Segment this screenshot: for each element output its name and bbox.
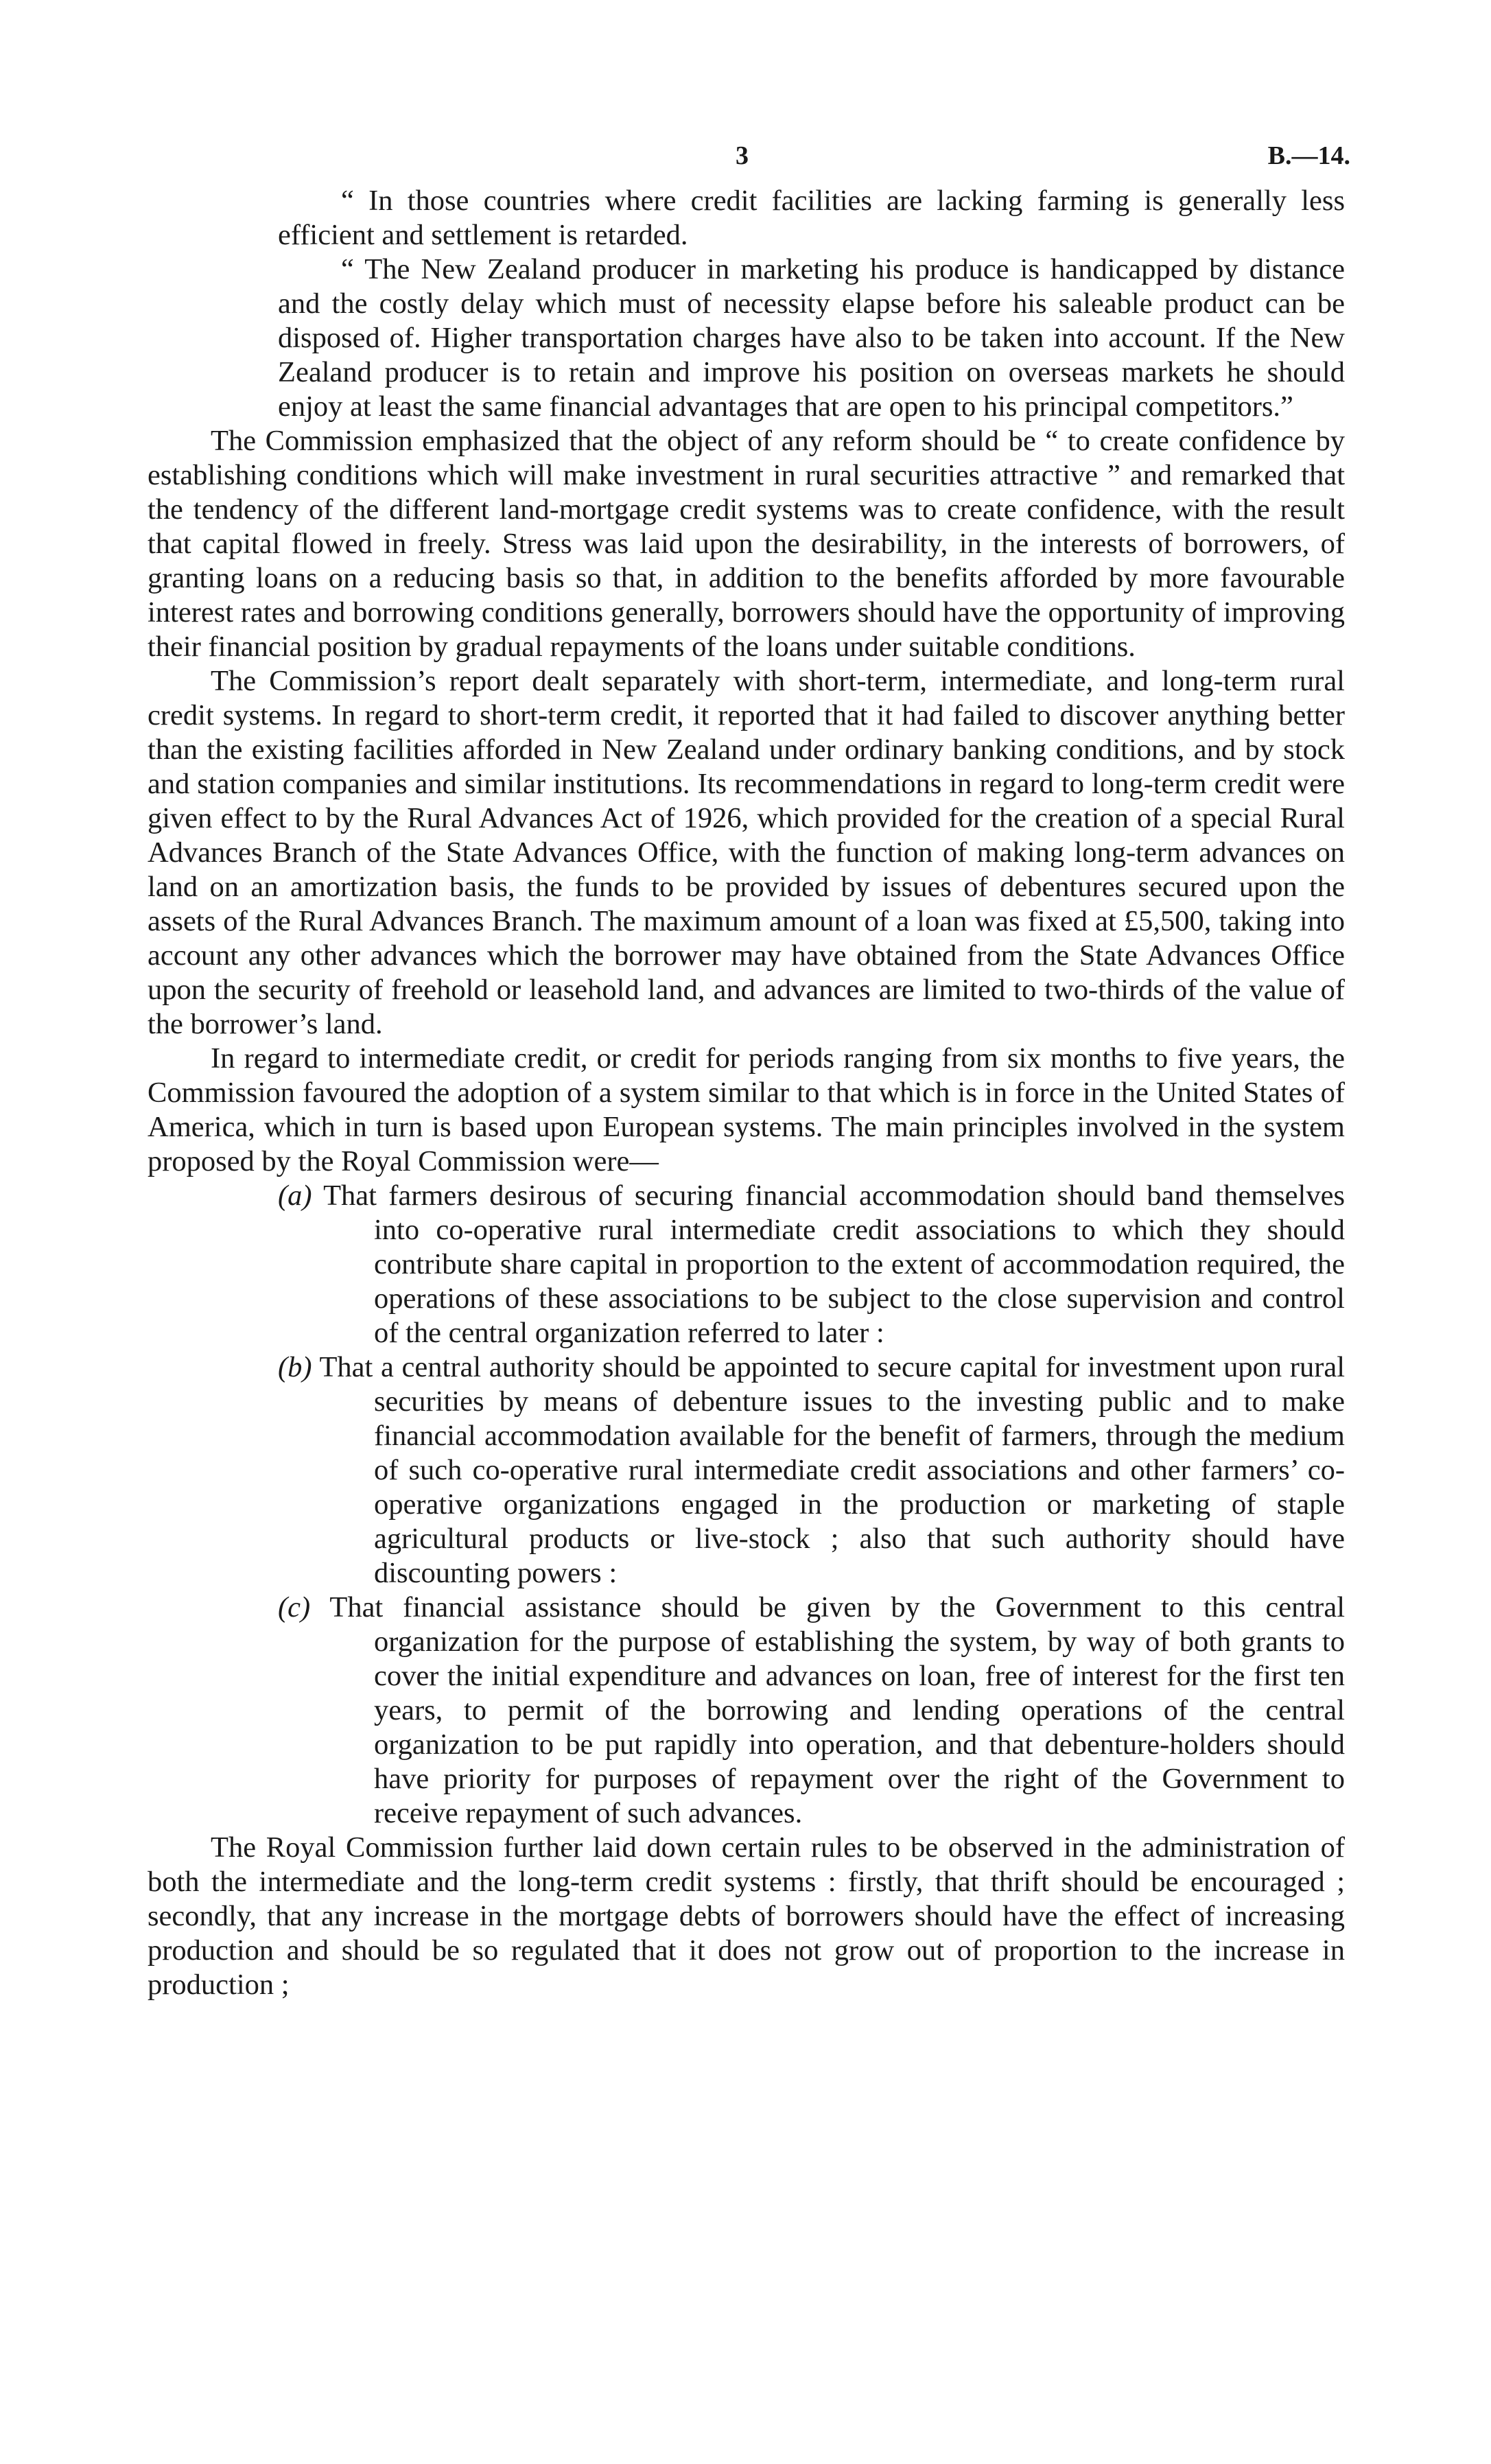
document-body — [148, 184, 1345, 2002]
body-paragraph: The Royal Commission further laid down certain rules to be observed in the administration of both the intermediate and the long-term credit systems : firstly, that thrift should be encouraged ; secondly, that any increase in the mortgage debts of borrowers should have the effect of increasing production and should be so regulated that it does not grow out of proportion to the increase in production ; — [148, 1831, 1345, 2001]
list-item-text: That a central authority should be appointed to secure capital for investment upon rural securities by means of debenture issues to the investing public and to make financial accommodation available for the benefit of farmers, through the medium of such co-operative rural intermediate credit associations and other farmers’ co-operative organizations engaged in the production or marketing of staple agricultural products or live-stock ; also that such authority should have discounting powers : — [319, 1351, 1346, 1589]
quote-paragraph: “ In those countries where credit facilities are lacking farming is generally less efficient and settlement is retarded. — [278, 185, 1345, 251]
body-paragraph: The Commission’s report dealt separately with short-term, intermediate, and long-term rural credit systems. In regard to short-term credit, it reported that it had failed to discover anything better than the existing facilities afforded in New Zealand under ordinary banking conditions, and by stock and station companies and similar institutions. Its recommendations in regard to long-term credit were given effect to by the Rural Advances Act of 1926, which provided for the creation of a special Rural Advances Branch of the State Advances Office, with the function of making long-term advances on land on an amortization basis, the funds to be provided by issues of debentures secured upon the assets of the Rural Advances Branch. The maximum amount of a loan was fixed at £5,500, taking into account any other advances which the borrower may have obtained from the State Advances Office upon the security of freehold or leasehold land, and advances are limited to two-thirds of the value of the borrower’s land. — [148, 665, 1345, 1040]
list-item-text: That financial assistance should be given by the Government to this central organization for the purpose of establishing the system, by way of both grants to cover the initial expenditure and advances on loan, free of interest for the first ten years, to permit of the borrowing and lending operations of the central organization to be put rapidly into operation, and that debenture-holders should have priority for purposes of repayment over the right of the Government to receive repayment of such advances. — [329, 1591, 1346, 1829]
list-item-label: (a) — [278, 1180, 312, 1212]
list-item-label: (b) — [278, 1351, 312, 1383]
page-number: 3 — [736, 141, 749, 170]
principle-list-item — [278, 1350, 1345, 1591]
principle-list-item — [278, 1591, 1345, 1831]
body-paragraph: In regard to intermediate credit, or credit for periods ranging from six months to five years, the Commission favoured the adoption of a system similar to that which is in force in the United States of America, which in turn is based upon European systems. The main principles involved in the system proposed by the Royal Commission were— — [148, 1042, 1345, 1177]
principle-list-item — [278, 1179, 1345, 1350]
list-item-text: That farmers desirous of securing financial accommodation should band themselves into co-operative rural intermediate credit associations to which they should contribute share capital in proportion to the extent of accommodation required, the operations of these associations to be subject to the close supervision and control of the central organization referred to later : — [323, 1180, 1346, 1349]
body-paragraph: The Commission emphasized that the object of any reform should be “ to create confidence by establishing conditions which will make investment in rural securities attractive ” and remarked that the tendency of the different land-mortgage credit systems was to create confidence, with the result that capital flowed in freely. Stress was laid upon the desirability, in the interests of borrowers, of granting loans on a reducing basis so that, in addition to the benefits afforded by more favourable interest rates and borrowing conditions generally, borrowers should have the opportunity of improving their financial position by gradual repayments of the loans under suitable conditions. — [148, 425, 1345, 663]
list-item-label: (c) — [278, 1591, 311, 1623]
quote-paragraph: “ The New Zealand producer in marketing his produce is handicapped by distance and the costly delay which must of necessity elapse before his saleable product can be disposed of. Higher transportation charges have also to be taken into account. If the New Zealand producer is to retain and improve his position on overseas markets he should enjoy at least the same financial advantages that are open to his principal competitors.” — [278, 253, 1345, 423]
page-header — [0, 141, 1491, 182]
document-reference-code: B.—14. — [1267, 141, 1350, 170]
